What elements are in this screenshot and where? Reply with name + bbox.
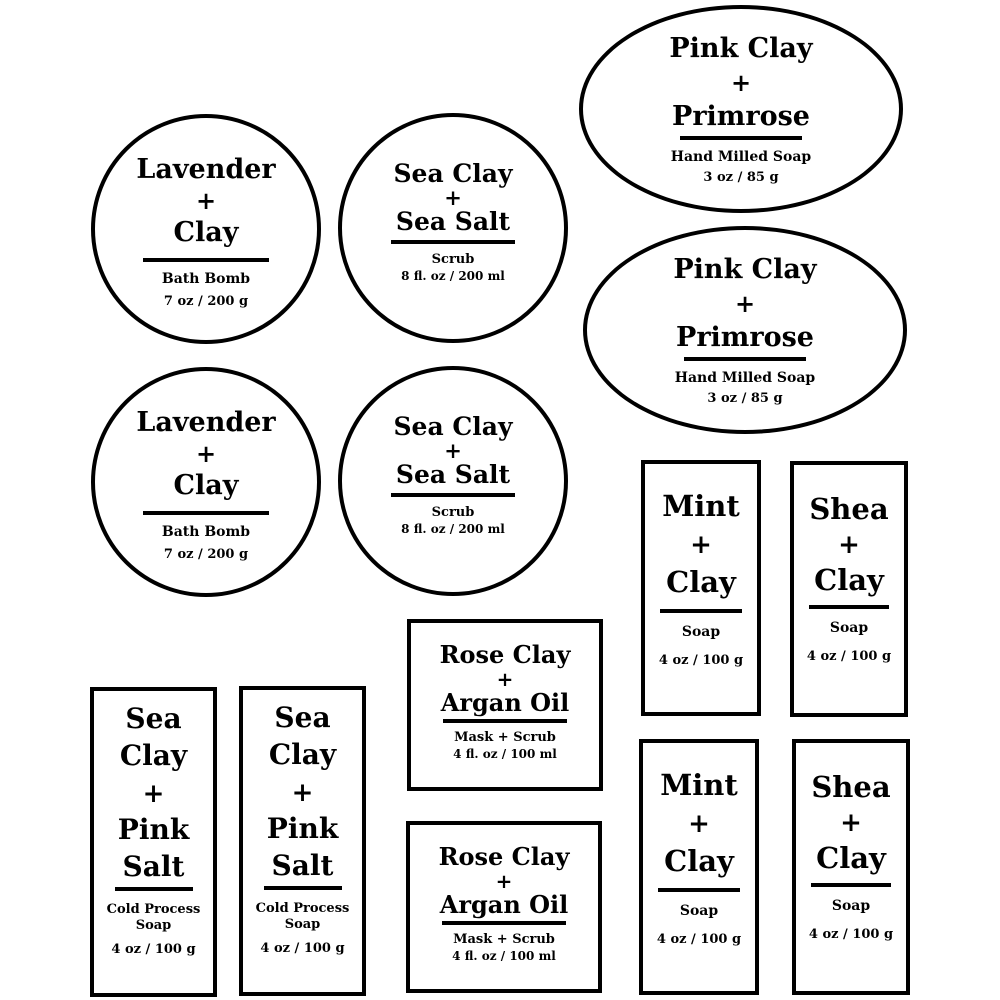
label-title-line2: Clay bbox=[814, 563, 884, 597]
label-divider bbox=[442, 921, 566, 925]
mint-clay-label bbox=[639, 739, 759, 995]
sea-clay-pink-salt-label bbox=[239, 686, 366, 996]
sea-clay-sea-salt-label bbox=[338, 113, 568, 343]
shea-clay-label bbox=[792, 739, 910, 995]
label-title-line2: Clay bbox=[816, 841, 886, 875]
label-size: 4 oz / 100 g bbox=[656, 931, 742, 947]
sea-clay-sea-salt-label bbox=[338, 366, 568, 596]
label-size: 3 oz / 85 g bbox=[707, 390, 783, 406]
label-title-line2: Clay bbox=[268, 738, 337, 771]
label-product: Scrub bbox=[431, 505, 475, 520]
label-title-line4: Salt bbox=[122, 850, 185, 883]
label-product: Scrub bbox=[431, 252, 475, 267]
label-size: 7 oz / 200 g bbox=[163, 293, 249, 309]
label-divider bbox=[680, 136, 802, 140]
label-title-line2: Sea Salt bbox=[395, 207, 511, 236]
label-title-line3: Pink bbox=[117, 813, 190, 846]
label-size: 7 oz / 200 g bbox=[163, 546, 249, 562]
label-product: Soap bbox=[829, 620, 869, 636]
label-divider bbox=[811, 883, 891, 887]
label-plus: + bbox=[142, 779, 165, 809]
label-title-line1: Lavender bbox=[136, 407, 276, 438]
label-divider bbox=[264, 886, 342, 890]
label-title-line1: Lavender bbox=[136, 154, 276, 185]
label-product-line2: Soap bbox=[135, 917, 172, 933]
label-product-line2: Soap bbox=[284, 916, 321, 932]
label-divider bbox=[143, 511, 269, 515]
label-size: 4 fl. oz / 100 ml bbox=[452, 948, 556, 963]
label-divider bbox=[684, 357, 806, 361]
label-divider bbox=[391, 240, 515, 244]
label-title-line1: Rose Clay bbox=[438, 842, 570, 871]
label-size: 4 oz / 100 g bbox=[658, 652, 744, 668]
label-title-line1: Mint bbox=[660, 768, 738, 802]
label-divider bbox=[660, 609, 742, 613]
label-title-line1: Pink Clay bbox=[673, 254, 817, 285]
lavender-clay-label bbox=[91, 114, 321, 344]
label-plus: + bbox=[838, 530, 860, 560]
label-plus: + bbox=[444, 438, 462, 463]
label-title-line1: Sea bbox=[274, 701, 331, 734]
label-title-line2: Clay bbox=[666, 565, 736, 599]
label-plus: + bbox=[688, 809, 710, 839]
shea-clay-label bbox=[790, 461, 908, 717]
label-plus: + bbox=[840, 808, 862, 838]
label-divider bbox=[143, 258, 269, 262]
label-title-line1: Pink Clay bbox=[669, 33, 813, 64]
label-divider bbox=[115, 887, 193, 891]
label-title-line1: Sea Clay bbox=[393, 412, 513, 441]
label-divider bbox=[658, 888, 740, 892]
label-title-line2: Primrose bbox=[672, 101, 810, 132]
pink-clay-primrose-label bbox=[579, 5, 903, 213]
label-plus: + bbox=[495, 869, 513, 893]
label-title-line1: Sea Clay bbox=[393, 159, 513, 188]
label-divider bbox=[391, 493, 515, 497]
label-title-line2: Clay bbox=[173, 470, 239, 501]
lavender-clay-label bbox=[91, 367, 321, 597]
rose-clay-argan-oil-label bbox=[406, 821, 602, 993]
label-product: Soap bbox=[831, 898, 871, 914]
label-title-line2: Sea Salt bbox=[395, 460, 511, 489]
mint-clay-label bbox=[641, 460, 761, 716]
label-title-line2: Argan Oil bbox=[440, 688, 570, 717]
label-plus: + bbox=[195, 439, 217, 468]
label-product-line1: Cold Process bbox=[106, 902, 201, 917]
label-size: 4 oz / 100 g bbox=[806, 648, 892, 664]
label-size: 4 fl. oz / 100 ml bbox=[453, 746, 557, 761]
label-title-line2: Clay bbox=[664, 844, 734, 878]
label-product: Mask + Scrub bbox=[454, 730, 556, 745]
pink-clay-primrose-label bbox=[583, 226, 907, 434]
label-product: Soap bbox=[679, 903, 719, 919]
sea-clay-pink-salt-label bbox=[90, 687, 217, 997]
label-title-line1: Shea bbox=[811, 770, 891, 804]
label-title-line1: Sea bbox=[125, 702, 182, 735]
label-title-line1: Mint bbox=[662, 489, 740, 523]
label-title-line4: Salt bbox=[271, 849, 334, 882]
label-size: 4 oz / 100 g bbox=[260, 941, 345, 957]
label-plus: + bbox=[730, 68, 752, 97]
label-title-line2: Clay bbox=[173, 217, 239, 248]
label-product: Soap bbox=[681, 624, 721, 640]
label-product: Bath Bomb bbox=[161, 271, 251, 287]
label-plus: + bbox=[444, 185, 462, 210]
label-title-line2: Primrose bbox=[676, 322, 814, 353]
label-plus: + bbox=[734, 289, 756, 318]
label-size: 4 oz / 100 g bbox=[111, 942, 196, 958]
label-product: Hand Milled Soap bbox=[670, 149, 812, 165]
label-plus: + bbox=[291, 778, 314, 808]
label-plus: + bbox=[496, 667, 514, 691]
label-plus: + bbox=[690, 530, 712, 560]
label-size: 4 oz / 100 g bbox=[808, 926, 894, 942]
label-divider bbox=[443, 719, 567, 723]
label-size: 8 fl. oz / 200 ml bbox=[401, 521, 505, 536]
label-size: 8 fl. oz / 200 ml bbox=[401, 268, 505, 283]
label-title-line3: Pink bbox=[266, 812, 339, 845]
label-product: Mask + Scrub bbox=[453, 932, 555, 947]
label-title-line2: Argan Oil bbox=[439, 890, 569, 919]
label-product: Hand Milled Soap bbox=[674, 370, 816, 386]
rose-clay-argan-oil-label bbox=[407, 619, 603, 791]
label-title-line1: Rose Clay bbox=[439, 640, 571, 669]
label-title-line2: Clay bbox=[119, 739, 188, 772]
label-product-line1: Cold Process bbox=[255, 901, 350, 916]
label-size: 3 oz / 85 g bbox=[703, 169, 779, 185]
label-plus: + bbox=[195, 186, 217, 215]
label-product: Bath Bomb bbox=[161, 524, 251, 540]
label-divider bbox=[809, 605, 889, 609]
label-title-line1: Shea bbox=[809, 492, 889, 526]
